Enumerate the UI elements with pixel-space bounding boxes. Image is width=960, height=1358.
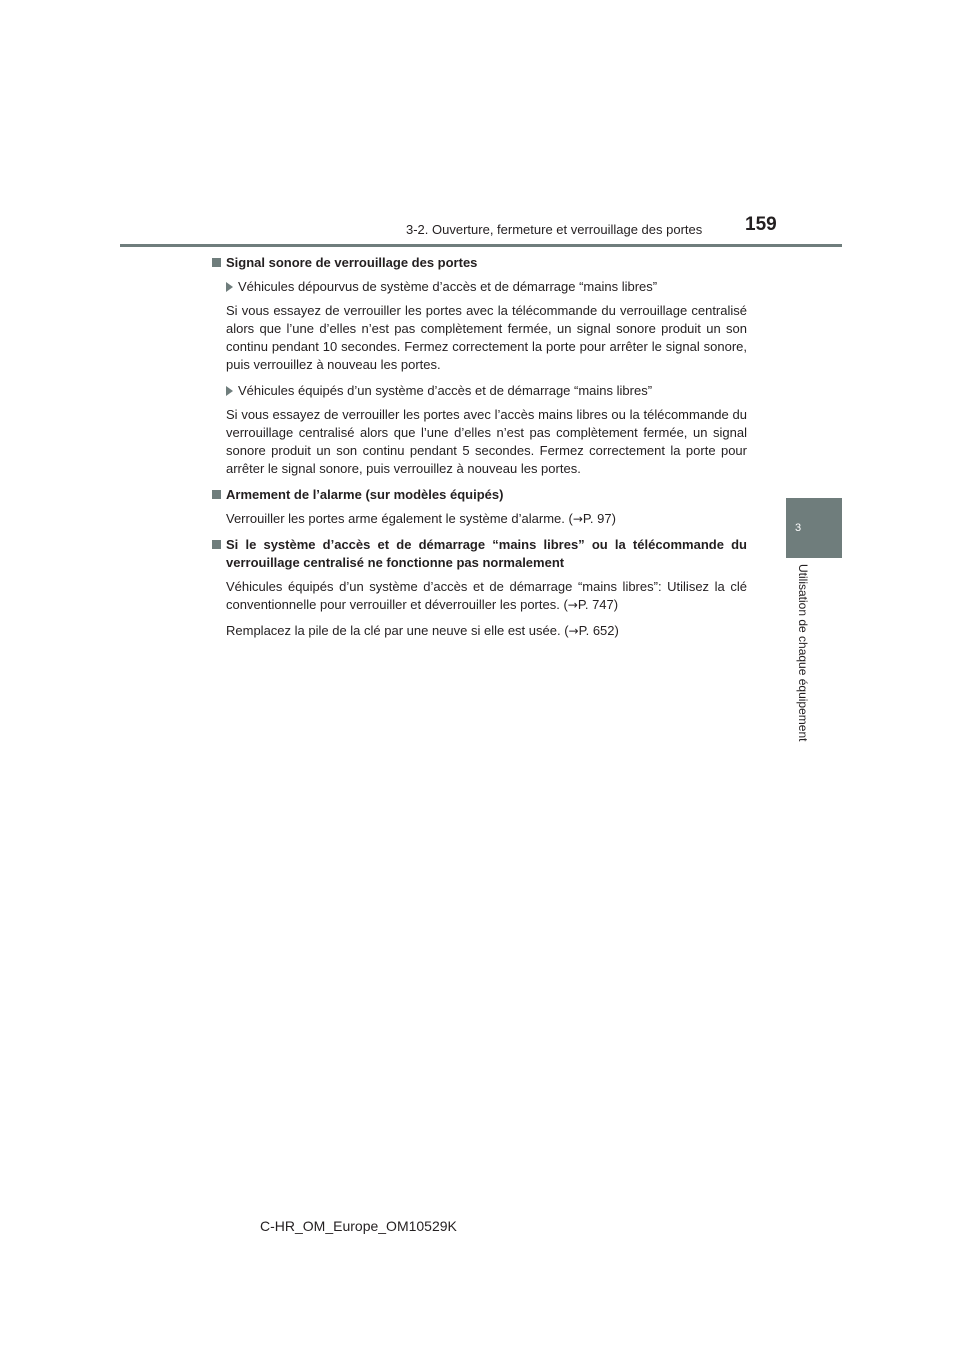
running-header-section-title: 3-2. Ouverture, fermeture et verrouillage des portes [406, 222, 703, 237]
section-square-icon [212, 258, 221, 267]
subheading-text: Véhicules dépourvus de système d’accès et de démarrage “mains libres” [238, 279, 658, 294]
section-heading-malfunction [212, 536, 747, 572]
paragraph-text: ) [613, 597, 619, 612]
page-number: 159 [745, 214, 777, 235]
section-square-icon [212, 490, 221, 499]
chapter-tab [786, 498, 842, 558]
paragraph-text: ) [614, 623, 619, 638]
subheading-without-smart-entry [212, 278, 747, 296]
paragraph-buzzer-5s: Si vous essayez de verrouiller les portes avec l’accès mains libres ou la télécommande du verrouillage centralisé alors que l’une d’elles n’est pas complètement fermée, un signal sonore produit un son continu pendant 5 secondes. Fermez correctement la porte pour arrêter le signal sonore, puis verrouillez à nouveau les portes. [226, 407, 747, 476]
paragraph-buzzer-10s: Si vous essayez de verrouiller les portes avec la télécommande du verrouillage centralisé alors que l’une d’elles n’est pas complètement fermée, un signal sonore produit un son continu pendant 10 secondes. Fermez correctement la porte pour arrêter le signal sonore, puis verrouillez à nouveau les portes. [226, 303, 747, 372]
triangle-bullet-icon [226, 386, 233, 396]
page-reference-link[interactable]: P. 747 [577, 597, 614, 612]
paragraph-text: ) [611, 511, 616, 526]
chapter-title-vertical: Utilisation de chaque équipement [796, 564, 810, 742]
page-reference-link[interactable]: P. 652 [578, 623, 615, 638]
section-heading-text: Armement de l’alarme (sur modèles équipés) [226, 487, 504, 502]
chapter-number: 3 [794, 522, 802, 534]
arrow-right-icon: → [568, 624, 579, 638]
paragraph-battery [212, 622, 747, 640]
section-square-icon [212, 540, 221, 549]
paragraph-text: Véhicules équipés d’un système d’accès et de démarrage “mains libres”: Utilisez la clé conventionnelle pour verrouiller et déverrouiller les portes. ( [226, 579, 747, 612]
paragraph-text: Remplacez la pile de la clé par une neuve si elle est usée. ( [226, 623, 569, 638]
paragraph-alarm [212, 510, 747, 528]
footer-document-id: C-HR_OM_Europe_OM10529K [260, 1218, 457, 1234]
section-heading-door-lock-buzzer [212, 254, 747, 272]
subheading-text: Véhicules équipés d’un système d’accès et de démarrage “mains libres” [238, 383, 653, 398]
section-heading-text: Si le système d’accès et de démarrage “mains libres” ou la télécommande du verrouillage centralisé ne fonctionne pas normalement [226, 537, 747, 570]
triangle-bullet-icon [226, 282, 233, 292]
section-heading-alarm [212, 486, 747, 504]
header-divider [120, 244, 842, 247]
page-content [212, 254, 747, 648]
paragraph-text: Verrouiller les portes arme également le système d’alarme. ( [226, 511, 573, 526]
section-heading-text: Signal sonore de verrouillage des portes [226, 255, 478, 270]
arrow-right-icon: → [572, 512, 583, 526]
arrow-right-icon: → [567, 598, 578, 612]
paragraph-mechanical-key [212, 578, 747, 614]
subheading-with-smart-entry [212, 382, 747, 400]
page-reference-link[interactable]: P. 97 [582, 511, 612, 526]
